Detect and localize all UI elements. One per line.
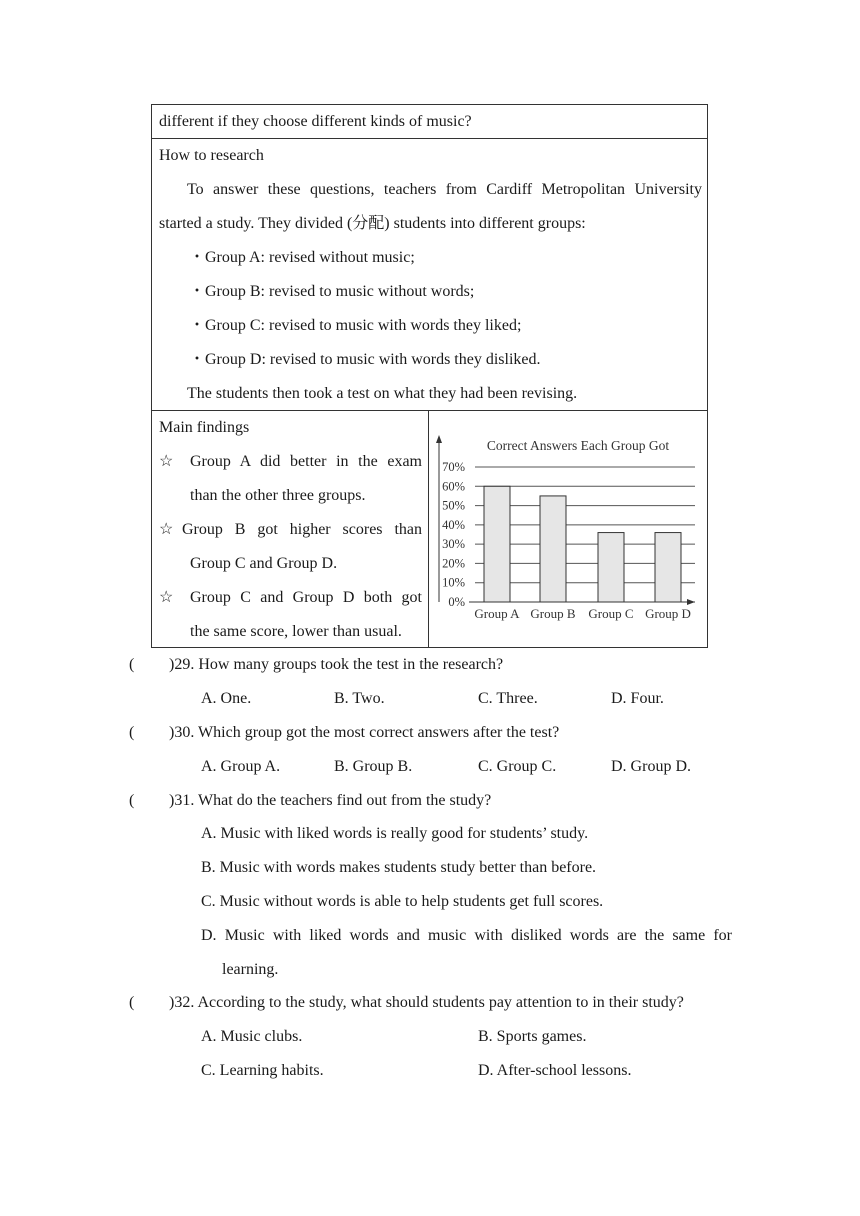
how-title: How to research <box>159 147 264 164</box>
star-icon: ☆ <box>159 521 174 538</box>
q30-option-c: C. Group C. <box>478 758 557 775</box>
how-paragraph-line-2: started a study. They divided (分配) students into different groups: <box>159 215 586 232</box>
x-tick-label: Group C <box>588 606 634 621</box>
question-stem: 32. According to the study, what should students pay attention to in their study? <box>174 994 684 1011</box>
bar <box>655 533 681 602</box>
group-b-item: ・Group B: revised to music without words; <box>189 283 475 300</box>
reading-table <box>151 104 708 648</box>
findings-title: Main findings <box>159 419 250 436</box>
chart-cell <box>429 411 707 647</box>
x-tick-label: Group D <box>645 606 691 621</box>
finding-1-line-1: Group A did better in the exam <box>190 453 422 470</box>
answer-paren-right: ) <box>169 792 175 809</box>
finding-2-line-2: Group C and Group D. <box>190 555 338 572</box>
question-30 <box>129 716 559 750</box>
y-tick-label: 0% <box>448 595 465 609</box>
how-paragraph-line-1: To answer these questions, teachers from Cardiff Metropolitan University <box>187 181 702 198</box>
y-tick-label: 60% <box>442 479 465 494</box>
q31-option-d: D. Music with liked words and music with disliked words are the same for <box>201 927 732 944</box>
q30-option-d: D. Group D. <box>611 758 691 775</box>
q31-option-a: A. Music with liked words is really good for students’ study. <box>201 825 589 842</box>
q29-option-c: C. Three. <box>478 690 538 707</box>
bar <box>598 533 624 602</box>
q31-option-b: B. Music with words makes students study better than before. <box>201 859 597 876</box>
table-row-main-findings <box>152 411 707 647</box>
star-icon: ☆ <box>159 453 174 470</box>
finding-1-line-2: than the other three groups. <box>190 487 366 504</box>
answer-paren-right: ) <box>169 656 175 673</box>
finding-2-line-1: Group B got higher scores than <box>182 521 422 538</box>
x-tick-label: Group A <box>474 606 520 621</box>
y-axis-arrow <box>436 435 442 443</box>
y-tick-label: 20% <box>442 556 465 571</box>
answer-paren-right: ) <box>169 994 175 1011</box>
question-29 <box>129 648 503 682</box>
x-tick-label: Group B <box>530 606 576 621</box>
question-31 <box>129 784 491 818</box>
question-stem: 30. Which group got the most correct answers after the test? <box>174 724 560 741</box>
q32-option-c: C. Learning habits. <box>201 1062 324 1079</box>
row1-text: different if they choose different kinds of music? <box>159 113 472 130</box>
question-stem: 31. What do the teachers find out from the study? <box>174 792 492 809</box>
findings-cell <box>152 411 429 647</box>
answer-paren-left: ( <box>129 792 135 809</box>
x-axis-arrow <box>687 599 695 605</box>
finding-2 <box>159 513 422 547</box>
q29-option-a: A. One. <box>201 690 252 707</box>
how-last-line: The students then took a test on what they had been revising. <box>187 385 578 402</box>
q32-option-d: D. After-school lessons. <box>478 1062 632 1079</box>
question-stem: 29. How many groups took the test in the research? <box>174 656 504 673</box>
finding-1 <box>159 445 422 479</box>
group-d-item: ・Group D: revised to music with words they disliked. <box>189 351 541 368</box>
question-32 <box>129 986 684 1020</box>
finding-3-line-1: Group C and Group D both got <box>190 589 422 606</box>
table-row-how-to-research <box>152 139 707 411</box>
group-c-item: ・Group C: revised to music with words they liked; <box>189 317 522 334</box>
group-a-item: ・Group A: revised without music; <box>189 249 415 266</box>
finding-3-line-2: the same score, lower than usual. <box>190 623 402 640</box>
chart-title: Correct Answers Each Group Got <box>486 438 670 453</box>
y-tick-label: 50% <box>442 498 465 513</box>
q31-option-d-continuation: learning. <box>222 961 279 978</box>
answer-paren-right: ) <box>169 724 175 741</box>
answer-paren-left: ( <box>129 994 135 1011</box>
bar-chart <box>429 411 707 647</box>
y-tick-label: 30% <box>442 537 465 552</box>
q32-option-a: A. Music clubs. <box>201 1028 303 1045</box>
y-tick-label: 40% <box>442 517 465 532</box>
q29-option-b: B. Two. <box>334 690 385 707</box>
answer-paren-left: ( <box>129 656 135 673</box>
q30-option-b: B. Group B. <box>334 758 413 775</box>
table-row-question-continuation <box>152 105 707 139</box>
star-icon: ☆ <box>159 589 174 606</box>
y-tick-label: 70% <box>442 460 465 474</box>
bar <box>540 496 566 602</box>
q31-option-c: C. Music without words is able to help students get full scores. <box>201 893 604 910</box>
bar <box>484 486 510 602</box>
q32-option-b: B. Sports games. <box>478 1028 587 1045</box>
q30-option-a: A. Group A. <box>201 758 281 775</box>
finding-3 <box>159 581 422 615</box>
answer-paren-left: ( <box>129 724 135 741</box>
y-tick-label: 10% <box>442 575 465 590</box>
q29-option-d: D. Four. <box>611 690 664 707</box>
